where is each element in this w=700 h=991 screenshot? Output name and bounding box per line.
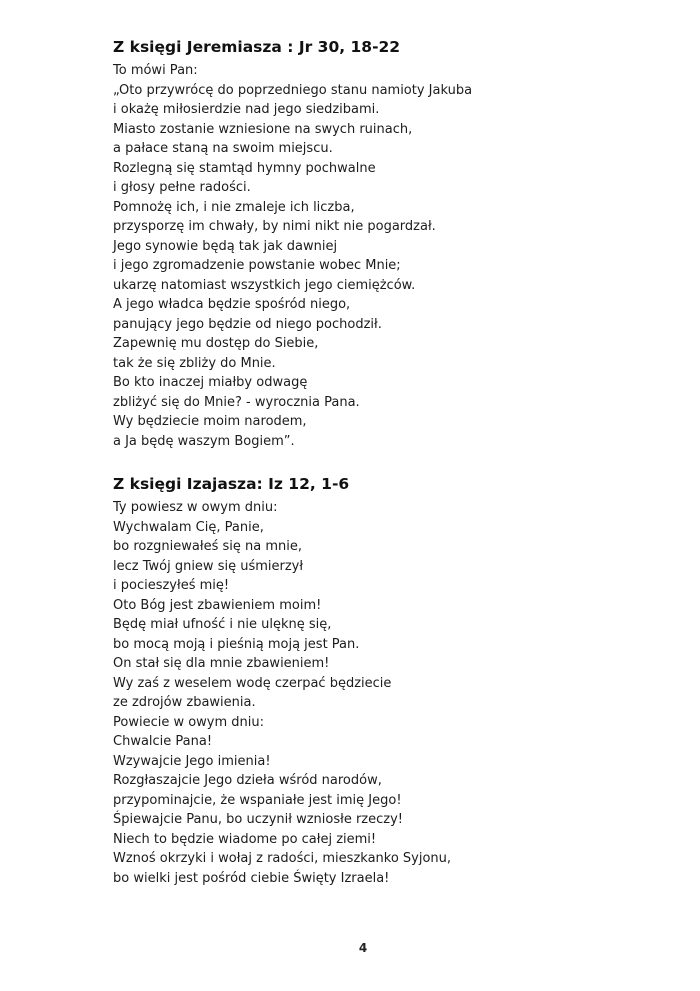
verse-line: „Oto przywrócę do poprzedniego stanu namioty Jakuba xyxy=(113,82,473,98)
verse-line: Rozlegną się stamtąd hymny pochwalne xyxy=(113,160,376,176)
verse-line: a Ja będę waszym Bogiem”. xyxy=(113,433,295,449)
verse-line: a pałace staną na swoim miejscu. xyxy=(113,141,333,156)
verse-line: bo wielki jest pośród ciebie Święty Izraela! xyxy=(113,870,390,886)
verse-line: Bo kto inaczej miałby odwagę xyxy=(113,375,308,390)
verse-line: Jego synowie będą tak jak dawniej xyxy=(113,238,338,254)
verse-line: Wy będziecie moim narodem, xyxy=(113,414,307,429)
verse-line: Będę miał ufność i nie ulęknę się, xyxy=(113,617,332,632)
verse-line: Wznoś okrzyki i wołaj z radości, mieszkanko Syjonu, xyxy=(113,851,452,866)
verse-line: ukarzę natomiast wszystkich jego ciemiężców. xyxy=(113,277,416,293)
page-number: 4 xyxy=(358,941,368,955)
verse-line: Śpiewajcie Panu, bo uczynił wzniosłe rzeczy! xyxy=(113,812,403,827)
verse-line: przysporzę im chwały, by nimi nikt nie pogardzał. xyxy=(113,219,436,234)
verse-line: Ty powiesz w owym dniu: xyxy=(113,500,278,515)
section-title: Z księgi Jeremiasza : Jr 30, 18-22 xyxy=(113,38,401,56)
verse-list xyxy=(113,61,653,451)
verse-line: lecz Twój gniew się uśmierzył xyxy=(113,558,304,574)
verse-line: panujący jego będzie od niego pochodził. xyxy=(113,316,382,332)
verse-line: tak że się zbliży do Mnie. xyxy=(113,355,276,371)
section-title: Z księgi Izajasza: Iz 12, 1-6 xyxy=(113,475,350,493)
verse-line: On stał się dla mnie zbawieniem! xyxy=(113,656,330,671)
verse-line: Powiecie w owym dniu: xyxy=(113,714,265,730)
verse-line: zbliżyć się do Mnie? - wyrocznia Pana. xyxy=(113,394,360,410)
verse-line: przypominajcie, że wspaniałe jest imię Jego! xyxy=(113,792,402,808)
verse-line: A jego władca będzie spośród niego, xyxy=(113,297,351,312)
verse-line: Wychwalam Cię, Panie, xyxy=(113,519,264,535)
verse-line: ze zdrojów zbawienia. xyxy=(113,695,256,710)
verse-line: i głosy pełne radości. xyxy=(113,180,251,195)
reading-isaiah xyxy=(113,473,653,888)
verse-line: Chwalcie Pana! xyxy=(113,734,213,749)
verse-line: Wy zaś z weselem wodę czerpać będziecie xyxy=(113,675,392,691)
verse-line: i pocieszyłeś mię! xyxy=(113,578,230,593)
verse-line: i jego zgromadzenie powstanie wobec Mnie; xyxy=(113,258,401,273)
verse-list xyxy=(113,498,653,888)
verse-line: bo rozgniewałeś się na mnie, xyxy=(113,539,302,554)
verse-line: To mówi Pan: xyxy=(113,63,198,78)
verse-line: Pomnożę ich, i nie zmaleje ich liczba, xyxy=(113,199,355,215)
verse-line: bo mocą moją i pieśnią moją jest Pan. xyxy=(113,636,360,652)
verse-line: Miasto zostanie wzniesione na swych ruinach, xyxy=(113,121,413,137)
verse-line: Zapewnię mu dostęp do Siebie, xyxy=(113,336,319,351)
reading-jeremiah xyxy=(113,36,653,451)
verse-line: i okażę miłosierdzie nad jego siedzibami. xyxy=(113,102,380,117)
verse-line: Rozgłaszajcie Jego dzieła wśród narodów, xyxy=(113,773,382,788)
verse-line: Oto Bóg jest zbawieniem moim! xyxy=(113,597,322,613)
verse-line: Niech to będzie wiadome po całej ziemi! xyxy=(113,831,377,847)
verse-line: Wzywajcie Jego imienia! xyxy=(113,753,271,769)
